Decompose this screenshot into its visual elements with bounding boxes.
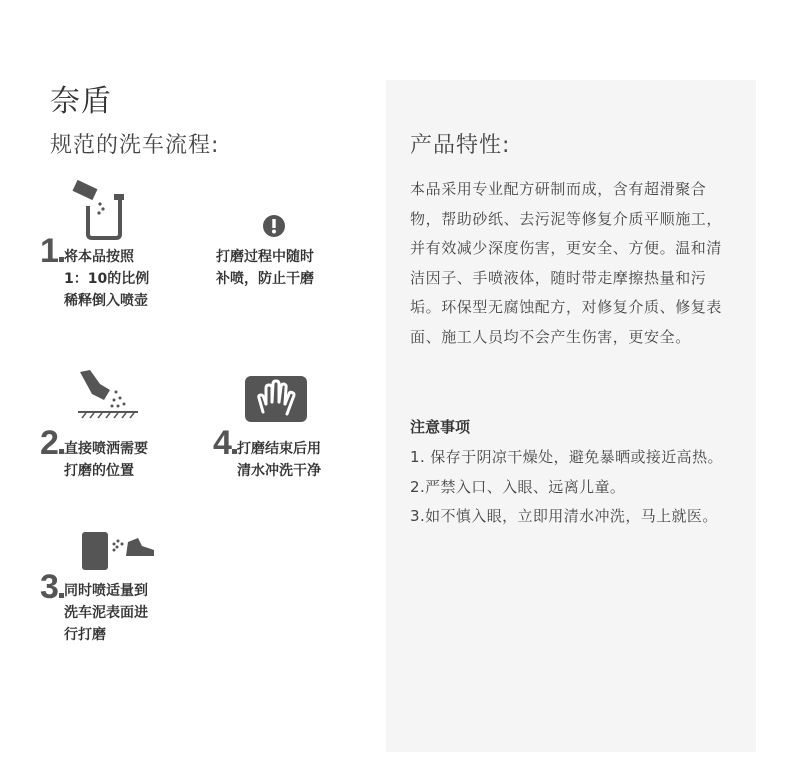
tip-text: 打磨过程中随时 补喷，防止干磨 [216, 249, 314, 287]
step-number-2: 2 [40, 424, 64, 463]
clay-bar-icon [82, 532, 156, 572]
step-text-2: 直接喷洒需要 打磨的位置 [64, 441, 148, 479]
process-title: 规范的洗车流程: [50, 133, 220, 158]
pour-bottle-icon [70, 178, 130, 242]
notes-title: 注意事项 [410, 418, 471, 436]
product-description: 本品采用专业配方研制而成，含有超滑聚合物，帮助砂纸、去污泥等修复介质平顺施工，并有效减少深度伤害，更安全、方便。温和清洁因子、手喷液体，随时带走摩擦热量和污垢。环保型无腐蚀配方，对修复介质、修复表面、施工人员均不会产生伤害，更安全。 [410, 180, 723, 346]
hand-wash-icon [245, 376, 307, 422]
note-item: 1. 保存于阴凉干燥处，避免暴晒或接近高热。 [410, 448, 723, 466]
note-item: 3.如不慎入眼，立即用清水冲洗，马上就医。 [410, 507, 718, 525]
step-text-1: 将本品按照 1：10的比例 稀释倒入喷壶 [64, 249, 150, 309]
step-number-3: 3 [40, 568, 64, 607]
brand-title: 奈盾 [50, 84, 112, 119]
note-item: 2.严禁入口、入眼、远离儿童。 [410, 477, 626, 496]
warning-icon [262, 214, 286, 238]
step-number-4: 4 [213, 424, 237, 463]
features-title: 产品特性: [410, 133, 511, 158]
step-text-3: 同时喷适量到 洗车泥表面进 行打磨 [64, 583, 148, 643]
step-text-4: 打磨结束后用 清水冲洗干净 [237, 441, 321, 479]
step-number-1: 1 [40, 232, 64, 271]
notes-list [410, 443, 736, 532]
spray-bottle-icon [76, 370, 140, 420]
